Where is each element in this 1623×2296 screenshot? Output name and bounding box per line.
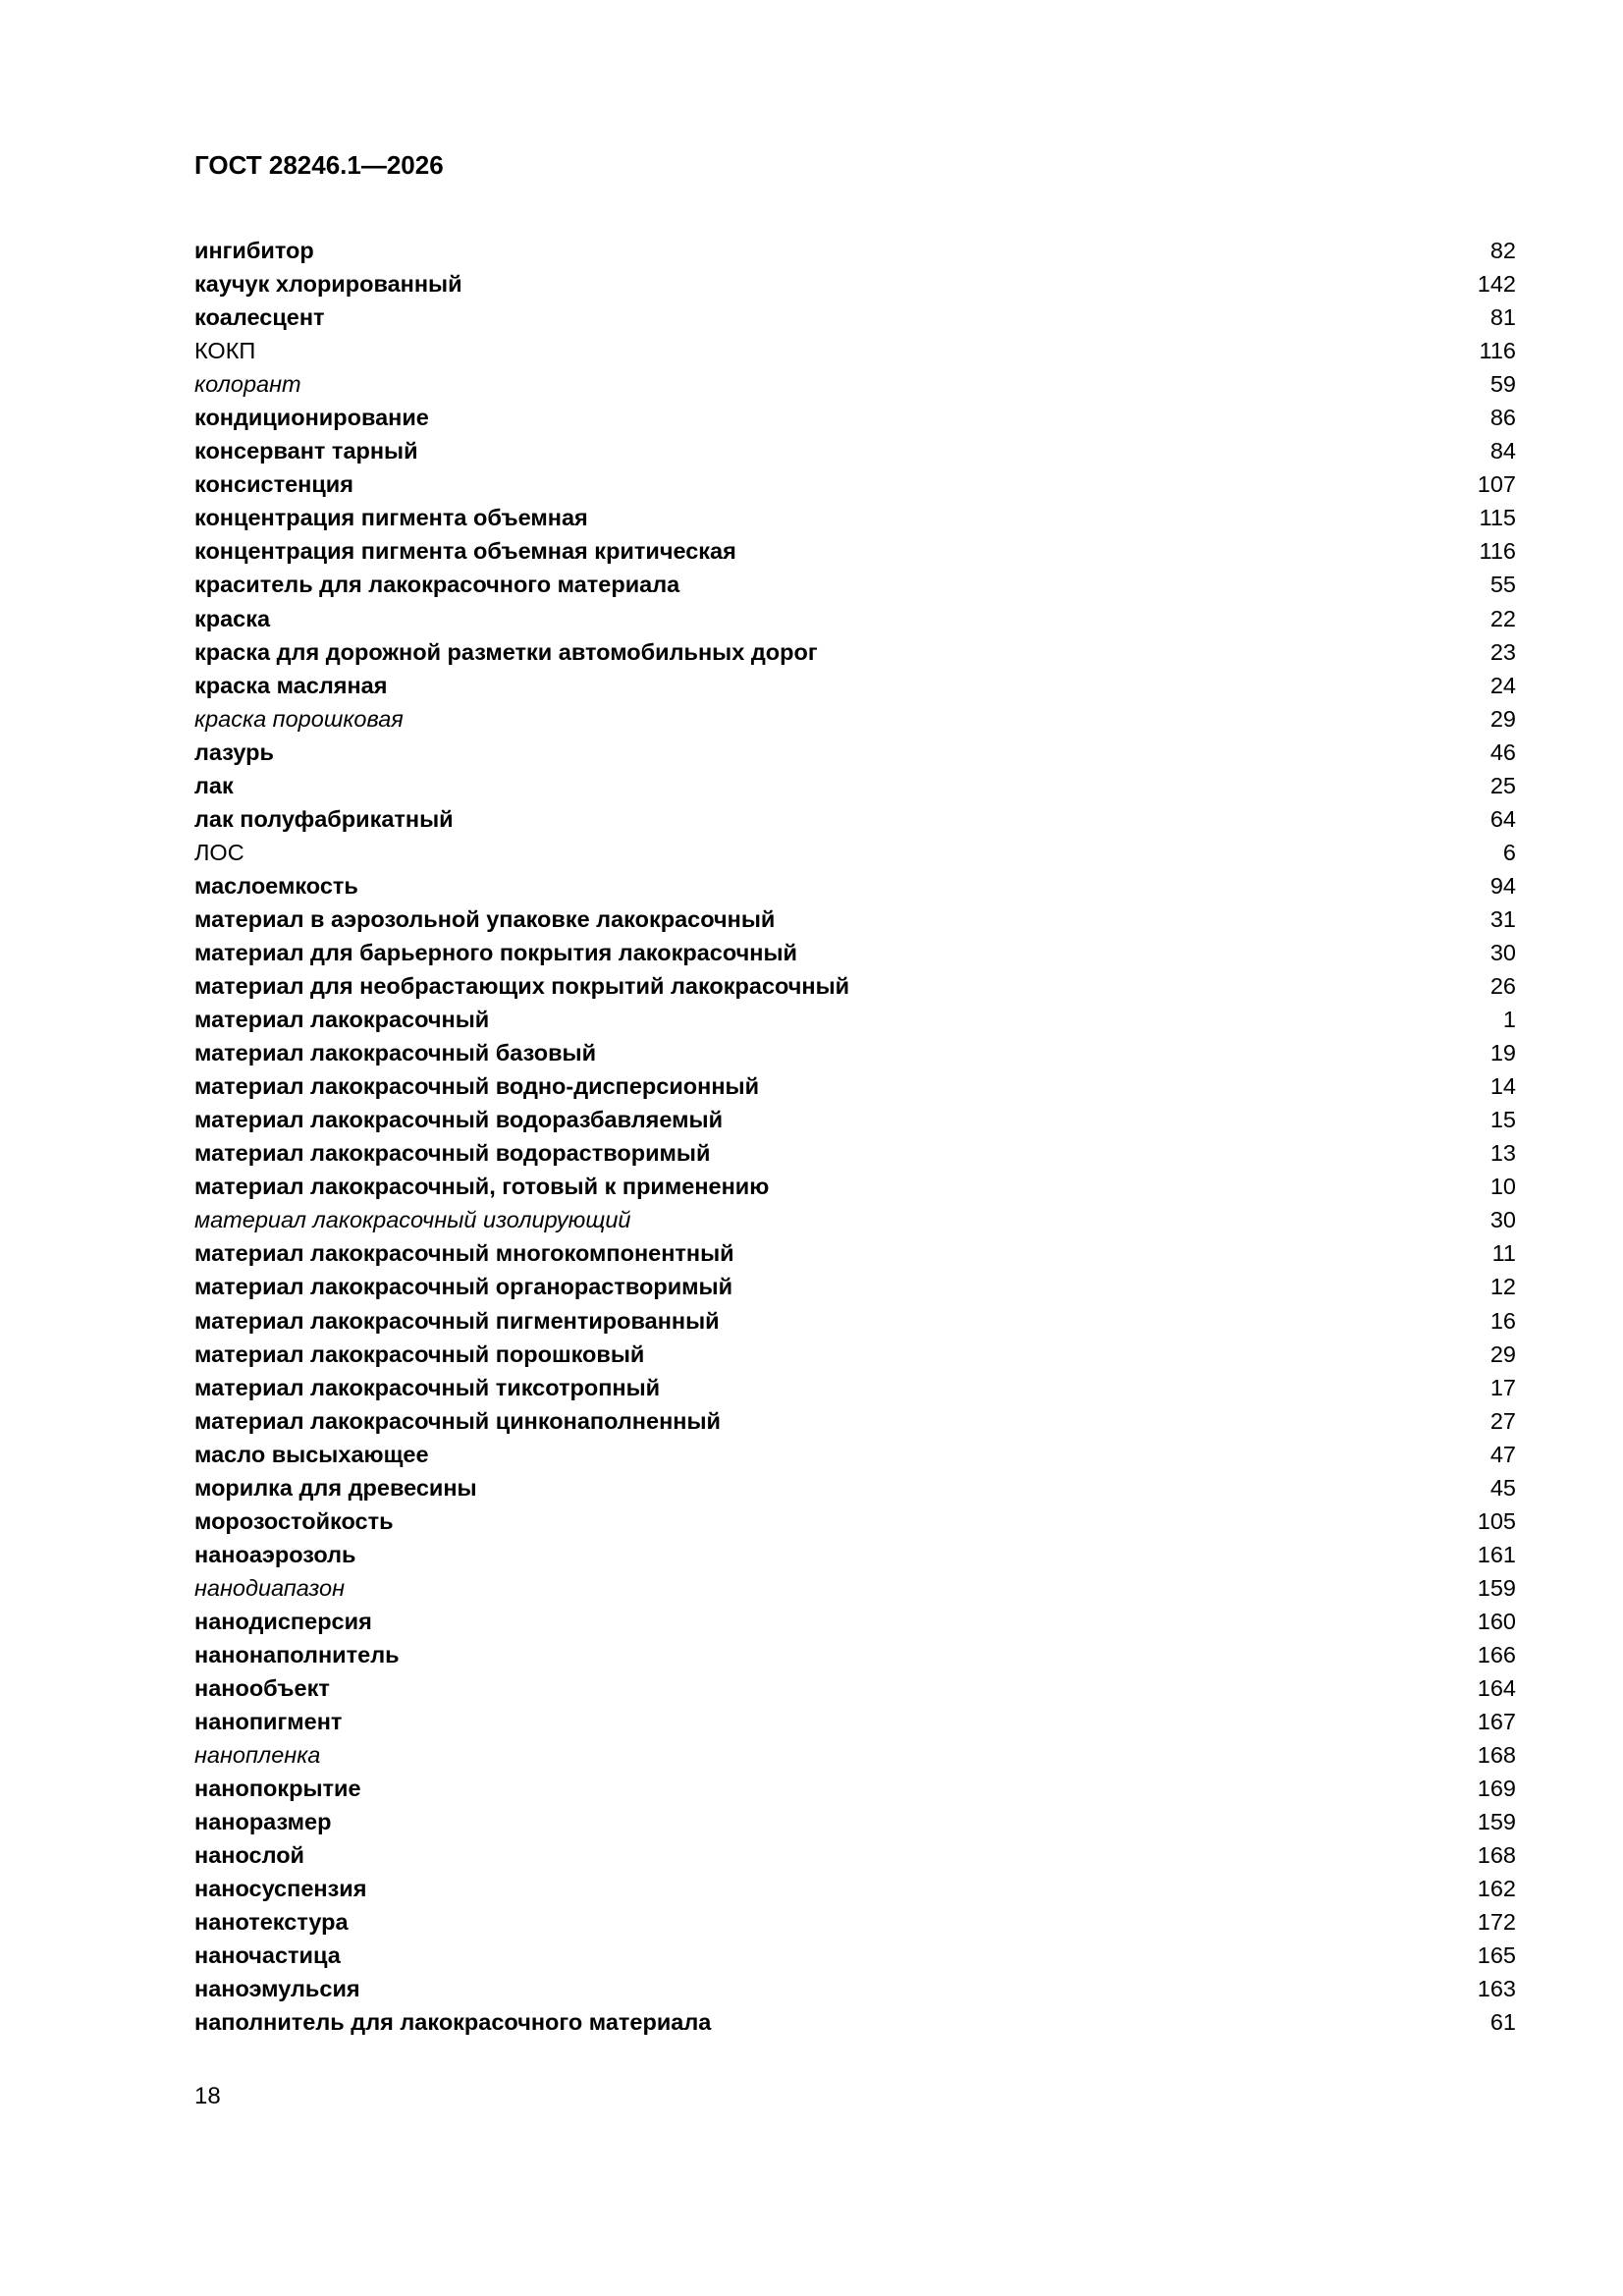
index-term-number: 30	[1489, 1207, 1516, 1233]
index-entry	[194, 1404, 1516, 1438]
index-entry	[194, 1270, 1516, 1303]
index-term-number: 13	[1489, 1140, 1516, 1167]
index-term-number: 162	[1477, 1876, 1516, 1902]
index-entry	[194, 902, 1516, 936]
index-term-number: 1	[1502, 1007, 1516, 1033]
index-term: материал лакокрасочный водоразбавляемый	[194, 1107, 724, 1133]
index-term: материал для необрастающих покрытий лакокрасочный	[194, 973, 850, 1000]
index-entry	[194, 2005, 1516, 2039]
index-term-number: 14	[1489, 1073, 1516, 1100]
document-header: ГОСТ 28246.1—2026	[194, 150, 444, 180]
index-term-number: 159	[1477, 1574, 1516, 1601]
index-term: материал лакокрасочный порошковый	[194, 1340, 645, 1367]
index-term: консистенция	[194, 471, 353, 498]
index-term-number: 160	[1477, 1608, 1516, 1634]
index-term-number: 115	[1479, 505, 1516, 531]
index-entry	[194, 1538, 1516, 1571]
index-term-number: 163	[1477, 1976, 1516, 2002]
index-entry	[194, 534, 1516, 568]
index-term: материал лакокрасочный водно-дисперсионный	[194, 1073, 760, 1100]
index-entry	[194, 669, 1516, 702]
index-term-number: 172	[1477, 1909, 1516, 1936]
index-term-number: 11	[1491, 1240, 1516, 1267]
index-entry	[194, 1036, 1516, 1069]
index-term: наноэмульсия	[194, 1976, 360, 2002]
index-term: материал лакокрасочный цинконаполненный	[194, 1407, 721, 1434]
index-term: лазурь	[194, 738, 274, 765]
index-term-number: 64	[1489, 805, 1516, 832]
index-term: материал лакокрасочный тиксотропный	[194, 1374, 661, 1400]
index-term-number: 59	[1489, 371, 1516, 398]
index-term-number: 159	[1477, 1809, 1516, 1835]
index-term: нанослой	[194, 1842, 304, 1869]
index-term-number: 47	[1489, 1441, 1516, 1467]
index-term-number: 116	[1479, 338, 1516, 364]
index-term-number: 30	[1489, 939, 1516, 965]
index-entry	[194, 367, 1516, 401]
index-term: нанотекстура	[194, 1909, 349, 1936]
index-entry	[194, 1438, 1516, 1471]
index-term: нанообъект	[194, 1675, 330, 1702]
index-entry	[194, 401, 1516, 434]
index-entry	[194, 1939, 1516, 1972]
index-term: концентрация пигмента объемная критическая	[194, 538, 736, 565]
index-term: краситель для лакокрасочного материала	[194, 572, 680, 598]
index-entry	[194, 1905, 1516, 1939]
index-entry	[194, 702, 1516, 736]
index-entry	[194, 1304, 1516, 1338]
index-term-number: 45	[1489, 1474, 1516, 1501]
index-term-number: 168	[1477, 1842, 1516, 1869]
index-term-number: 26	[1489, 973, 1516, 1000]
index-entry	[194, 1504, 1516, 1538]
index-entry	[194, 1338, 1516, 1371]
index-term: материал лакокрасочный базовый	[194, 1040, 597, 1066]
index-term-number: 22	[1489, 605, 1516, 631]
index-term-number: 165	[1477, 1942, 1516, 1969]
index-term-number: 167	[1477, 1709, 1516, 1735]
index-term-number: 164	[1477, 1675, 1516, 1702]
index-entry	[194, 1371, 1516, 1404]
index-term: маслоемкость	[194, 872, 358, 899]
index-entry	[194, 1136, 1516, 1170]
index-term-number: 29	[1489, 705, 1516, 732]
index-term: материал лакокрасочный водорастворимый	[194, 1140, 711, 1167]
index-term-number: 61	[1489, 2009, 1516, 2036]
index-term-number: 116	[1479, 538, 1516, 565]
index-entry	[194, 836, 1516, 869]
index-term: краска	[194, 605, 271, 631]
index-entry	[194, 1605, 1516, 1638]
index-term: концентрация пигмента объемная	[194, 505, 588, 531]
index-term: наноразмер	[194, 1809, 332, 1835]
index-term: лак полуфабрикатный	[194, 805, 454, 832]
index-term: лак	[194, 772, 234, 798]
index-term: нанопигмент	[194, 1709, 343, 1735]
index-term-number: 82	[1489, 238, 1516, 263]
index-term: материал лакокрасочный многокомпонентный	[194, 1240, 734, 1267]
index-term: наночастица	[194, 1942, 341, 1969]
index-entry	[194, 969, 1516, 1003]
index-term: материал в аэрозольной упаковке лакокрасочный	[194, 905, 776, 932]
page-number: 18	[194, 2083, 221, 2109]
index-term-number: 6	[1502, 839, 1516, 865]
index-term: материал для барьерного покрытия лакокрасочный	[194, 939, 797, 965]
index-term: краска для дорожной разметки автомобильных дорог	[194, 638, 818, 665]
index-term: краска масляная	[194, 672, 388, 698]
index-entry	[194, 1571, 1516, 1605]
index-term: морозостойкость	[194, 1507, 394, 1534]
index-term-number: 161	[1477, 1541, 1516, 1567]
index-term-number: 94	[1489, 872, 1516, 899]
index-entry	[194, 234, 1516, 267]
index-entry	[194, 434, 1516, 467]
index-entry	[194, 301, 1516, 334]
index-term: консервант тарный	[194, 438, 418, 465]
index-entry	[194, 635, 1516, 669]
index-entry	[194, 467, 1516, 501]
index-term-number: 168	[1477, 1742, 1516, 1769]
index-term-number: 169	[1477, 1776, 1516, 1802]
index-term: каучук хлорированный	[194, 271, 462, 298]
index-term-number: 19	[1489, 1040, 1516, 1066]
index-entry	[194, 1471, 1516, 1504]
index-term-number: 55	[1489, 572, 1516, 598]
index-term-number: 166	[1477, 1641, 1516, 1667]
index-entry	[194, 602, 1516, 635]
index-entry	[194, 802, 1516, 836]
index-term: ЛОС	[194, 839, 244, 865]
index-entry	[194, 769, 1516, 802]
index-term: наноаэрозоль	[194, 1541, 356, 1567]
index-entry	[194, 1738, 1516, 1772]
index-term: материал лакокрасочный изолирующий	[194, 1207, 631, 1233]
index-term: нанопленка	[194, 1742, 321, 1769]
index-term: наносуспензия	[194, 1876, 367, 1902]
index-term: масло высыхающее	[194, 1441, 429, 1467]
index-term-number: 81	[1489, 304, 1516, 331]
index-term: материал лакокрасочный, готовый к применению	[194, 1174, 770, 1200]
alphabetical-index	[194, 234, 1516, 2040]
index-entry	[194, 1838, 1516, 1872]
index-term: нанодиапазон	[194, 1574, 346, 1601]
index-entry	[194, 267, 1516, 301]
index-entry	[194, 869, 1516, 902]
index-entry	[194, 1805, 1516, 1838]
index-term: материал лакокрасочный	[194, 1007, 490, 1033]
index-term-number: 84	[1489, 438, 1516, 465]
index-term: КОКП	[194, 338, 256, 364]
index-term: наполнитель для лакокрасочного материала	[194, 2009, 712, 2036]
index-term-number: 107	[1477, 471, 1516, 498]
index-term: нанонаполнитель	[194, 1641, 400, 1667]
index-term-number: 86	[1489, 405, 1516, 431]
index-entry	[194, 1003, 1516, 1036]
index-term: ингибитор	[194, 238, 314, 263]
index-term-number: 10	[1489, 1174, 1516, 1200]
index-entry	[194, 568, 1516, 601]
index-entry	[194, 501, 1516, 534]
index-term: колорант	[194, 371, 301, 398]
index-term-number: 23	[1489, 638, 1516, 665]
index-term-number: 16	[1489, 1307, 1516, 1334]
index-term-number: 142	[1477, 271, 1516, 298]
index-term-number: 25	[1489, 772, 1516, 798]
index-entry	[194, 736, 1516, 769]
index-term-number: 29	[1489, 1340, 1516, 1367]
index-entry	[194, 334, 1516, 367]
index-entry	[194, 1236, 1516, 1270]
index-term-number: 46	[1489, 738, 1516, 765]
index-term: материал лакокрасочный пигментированный	[194, 1307, 720, 1334]
index-term: материал лакокрасочный органорастворимый	[194, 1274, 733, 1300]
index-entry	[194, 1705, 1516, 1738]
index-term-number: 105	[1477, 1507, 1516, 1534]
index-term: краска порошковая	[194, 705, 404, 732]
index-entry	[194, 1972, 1516, 2005]
index-term-number: 27	[1489, 1407, 1516, 1434]
index-entry	[194, 1069, 1516, 1103]
index-term: кондиционирование	[194, 405, 429, 431]
index-term: коалесцент	[194, 304, 325, 331]
index-entry	[194, 1103, 1516, 1136]
index-term: морилка для древесины	[194, 1474, 477, 1501]
index-term: нанопокрытие	[194, 1776, 361, 1802]
index-entry	[194, 1872, 1516, 1905]
index-term-number: 12	[1489, 1274, 1516, 1300]
index-term: нанодисперсия	[194, 1608, 372, 1634]
index-term-number: 15	[1489, 1107, 1516, 1133]
index-term-number: 24	[1489, 672, 1516, 698]
index-term-number: 17	[1489, 1374, 1516, 1400]
index-entry	[194, 1203, 1516, 1236]
index-entry	[194, 936, 1516, 969]
index-term-number: 31	[1489, 905, 1516, 932]
index-entry	[194, 1170, 1516, 1203]
index-entry	[194, 1671, 1516, 1705]
index-entry	[194, 1772, 1516, 1805]
index-entry	[194, 1638, 1516, 1671]
